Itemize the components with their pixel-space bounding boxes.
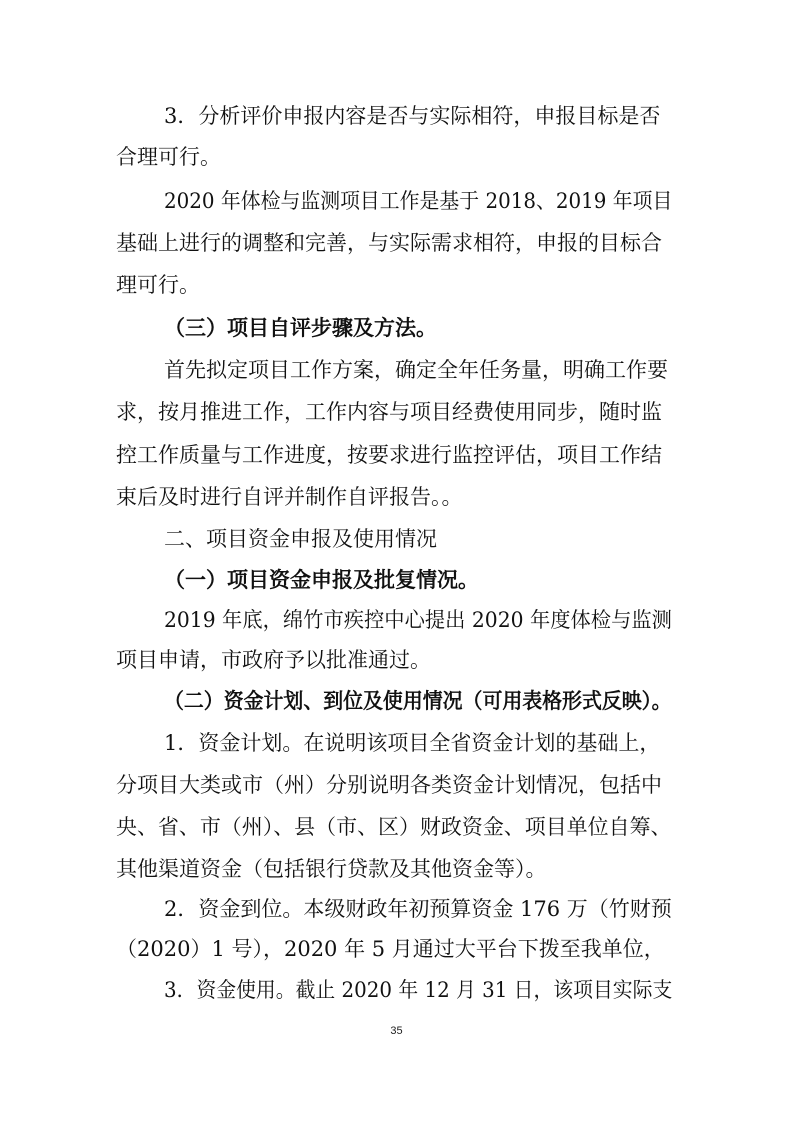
page-number: 35 xyxy=(390,1025,403,1037)
text-line: 2．资金到位。本级财政年初预算资金 176 万（竹财预 xyxy=(164,897,672,921)
text-line: 首先拟定项目工作方案，确定全年任务量，明确工作要 xyxy=(164,358,668,382)
text-line: 控工作质量与工作进度，按要求进行监控评估，项目工作结 xyxy=(116,443,662,467)
text-line: 求，按月推进工作，工作内容与项目经费使用同步，随时监 xyxy=(116,400,662,424)
text-line: 束后及时进行自评并制作自评报告。。 xyxy=(116,485,463,509)
text-line: （2020）1 号），2020 年 5 月通过大平台下拨至我单位， xyxy=(116,937,665,961)
text-line: 1．资金计划。在说明该项目全省资金计划的基础上， xyxy=(164,731,661,755)
text-line: 3．资金使用。截止 2020 年 12 月 31 日，该项目实际支 xyxy=(164,978,673,1002)
text-line: 3．分析评价申报内容是否与实际相符，申报目标是否 xyxy=(164,104,661,128)
text-line: 其他渠道资金（包括银行贷款及其他资金等）。 xyxy=(116,857,547,881)
section-heading-2: （二）资金计划、到位及使用情况（可用表格形式反映）。 xyxy=(164,688,672,713)
section-heading-1: （一）项目资金申报及批复情况。 xyxy=(164,567,479,592)
text-line: 理可行。 xyxy=(116,273,200,297)
text-line: 基础上进行的调整和完善，与实际需求相符，申报的目标合 xyxy=(116,231,662,255)
text-line: 2020 年体检与监测项目工作是基于 2018、2019 年项目 xyxy=(164,189,673,213)
text-line: 合理可行。 xyxy=(116,145,221,169)
chapter-heading-2: 二、项目资金申报及使用情况 xyxy=(164,527,437,551)
text-line: 2019 年底，绵竹市疾控中心提出 2020 年度体检与监测 xyxy=(164,608,672,632)
section-heading-3: （三）项目自评步骤及方法。 xyxy=(164,315,437,340)
text-line: 分项目大类或市（州）分别说明各类资金计划情况，包括中 xyxy=(116,773,662,797)
text-line: 央、省、市（州）、县（市、区）财政资金、项目单位自筹、 xyxy=(116,815,672,839)
text-line: 项目申请，市政府予以批准通过。 xyxy=(116,648,431,672)
